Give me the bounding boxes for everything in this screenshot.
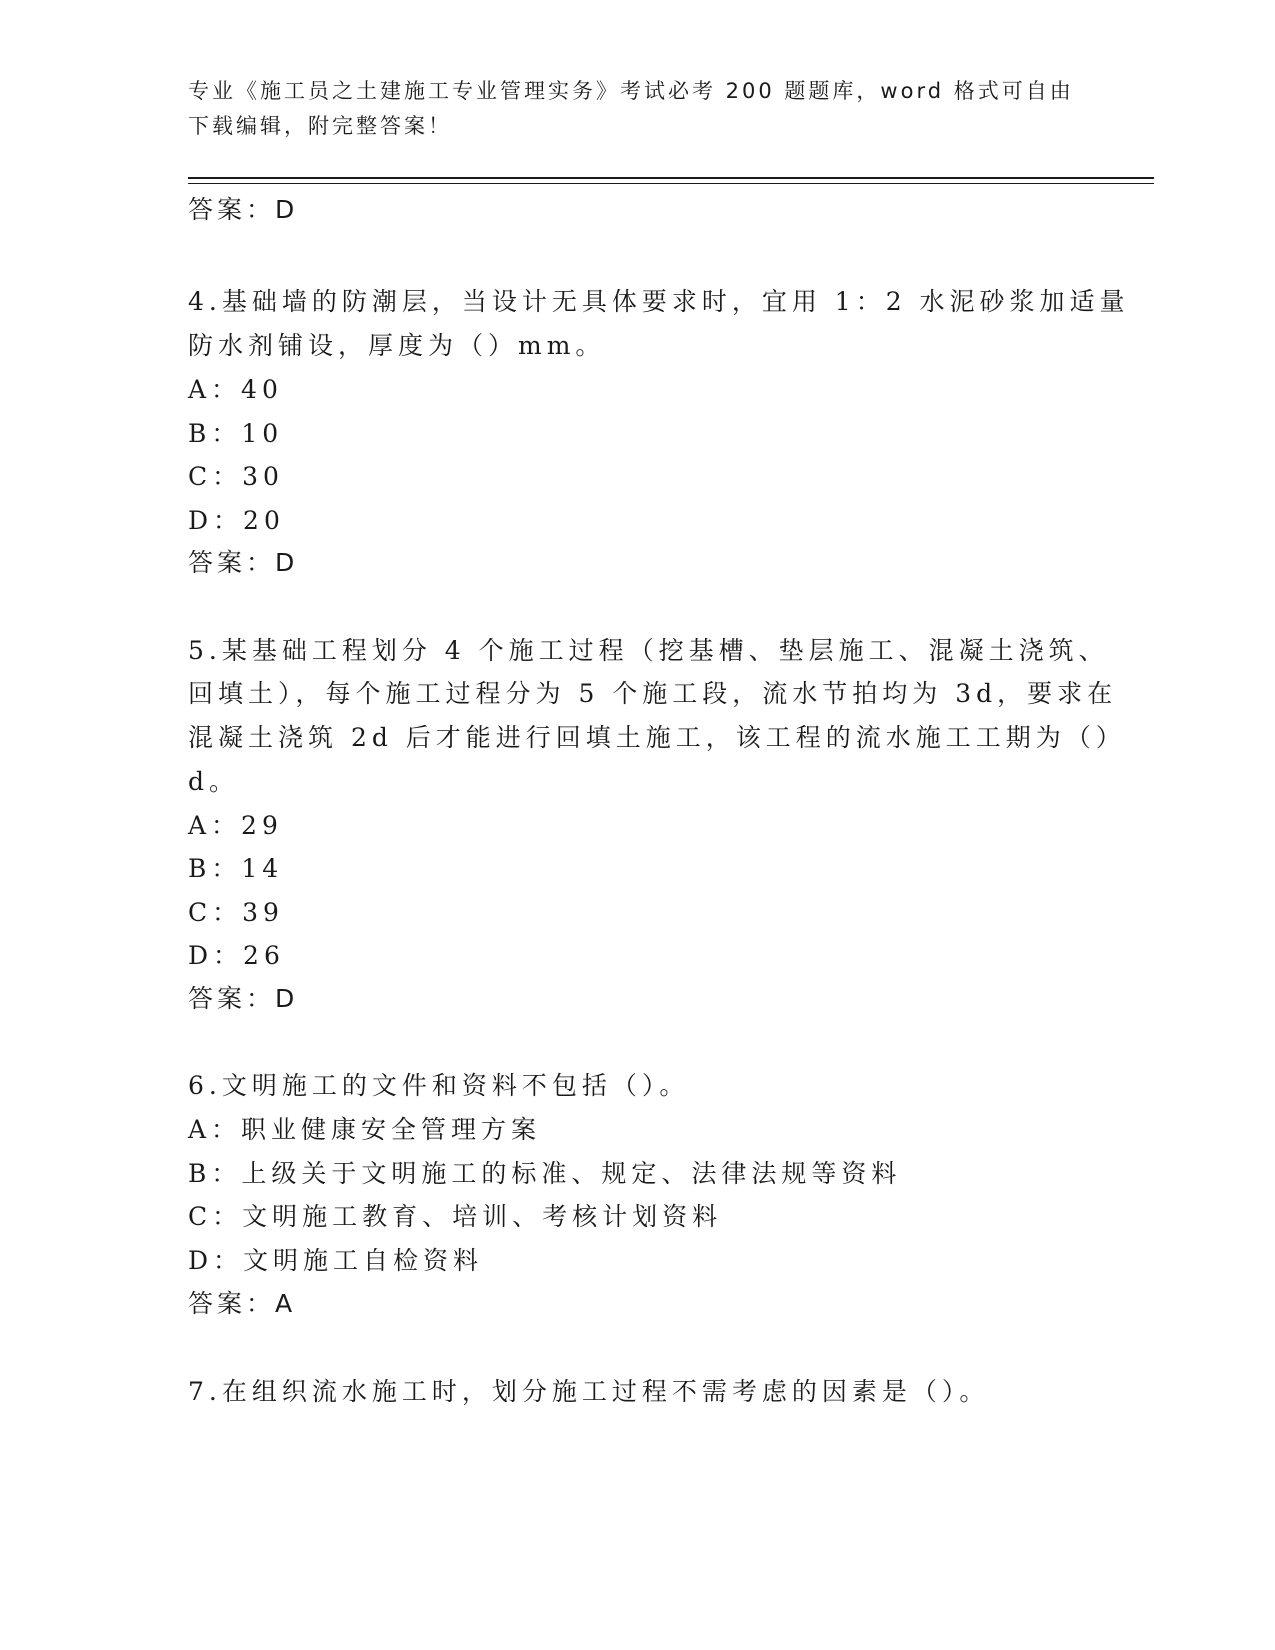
question-4-answer: 答案：D: [188, 548, 299, 577]
header-divider-thick: [188, 177, 1154, 179]
question-4-text-line-1: 4.基础墙的防潮层，当设计无具体要求时，宜用 1：2 水泥砂浆加适量: [188, 287, 1130, 316]
question-4-text-line-2: 防水剂铺设，厚度为（）mm。: [188, 331, 606, 360]
question-6-answer: 答案：A: [188, 1289, 297, 1318]
question-5-answer: 答案：D: [188, 984, 299, 1013]
question-5-option-b: B：14: [188, 854, 284, 883]
question-5-option-a: A：29: [188, 811, 283, 840]
header-line-1: 专业《施工员之土建施工专业管理实务》考试必考 200 题题库，word 格式可自由: [188, 79, 1074, 103]
question-5-text-line-4: d。: [188, 767, 240, 796]
question-5-text-line-1: 5.某基础工程划分 4 个施工过程（挖基槽、垫层施工、混凝土浇筑、: [188, 636, 1109, 665]
question-5-text-line-2: 回填土），每个施工过程分为 5 个施工段，流水节拍均为 3d，要求在: [188, 679, 1118, 708]
question-6-option-d: D：文明施工自检资料: [188, 1246, 484, 1275]
question-4-option-a: A：40: [188, 375, 283, 404]
question-5-option-d: D：26: [188, 941, 285, 970]
previous-answer: 答案：D: [188, 195, 299, 224]
question-5-text-line-3: 混凝土浇筑 2d 后才能进行回填土施工，该工程的流水施工工期为（）: [188, 723, 1126, 752]
question-6-option-b: B：上级关于文明施工的标准、规定、法律法规等资料: [188, 1159, 902, 1188]
question-5-option-c: C：39: [188, 898, 284, 927]
question-6-option-c: C：文明施工教育、培训、考核计划资料: [188, 1202, 723, 1231]
question-4-option-b: B：10: [188, 419, 284, 448]
question-6-text-line-1: 6.文明施工的文件和资料不包括（）。: [188, 1071, 690, 1100]
question-7-text-line-1: 7.在组织流水施工时，划分施工过程不需考虑的因素是（）。: [188, 1377, 990, 1406]
header-divider-thin: [188, 183, 1154, 184]
question-6-option-a: A：职业健康安全管理方案: [188, 1115, 542, 1144]
header-line-2: 下载编辑，附完整答案！: [188, 114, 452, 138]
question-4-option-d: D：20: [188, 506, 285, 535]
document-header: [188, 74, 1088, 144]
question-4-option-c: C：30: [188, 462, 284, 491]
